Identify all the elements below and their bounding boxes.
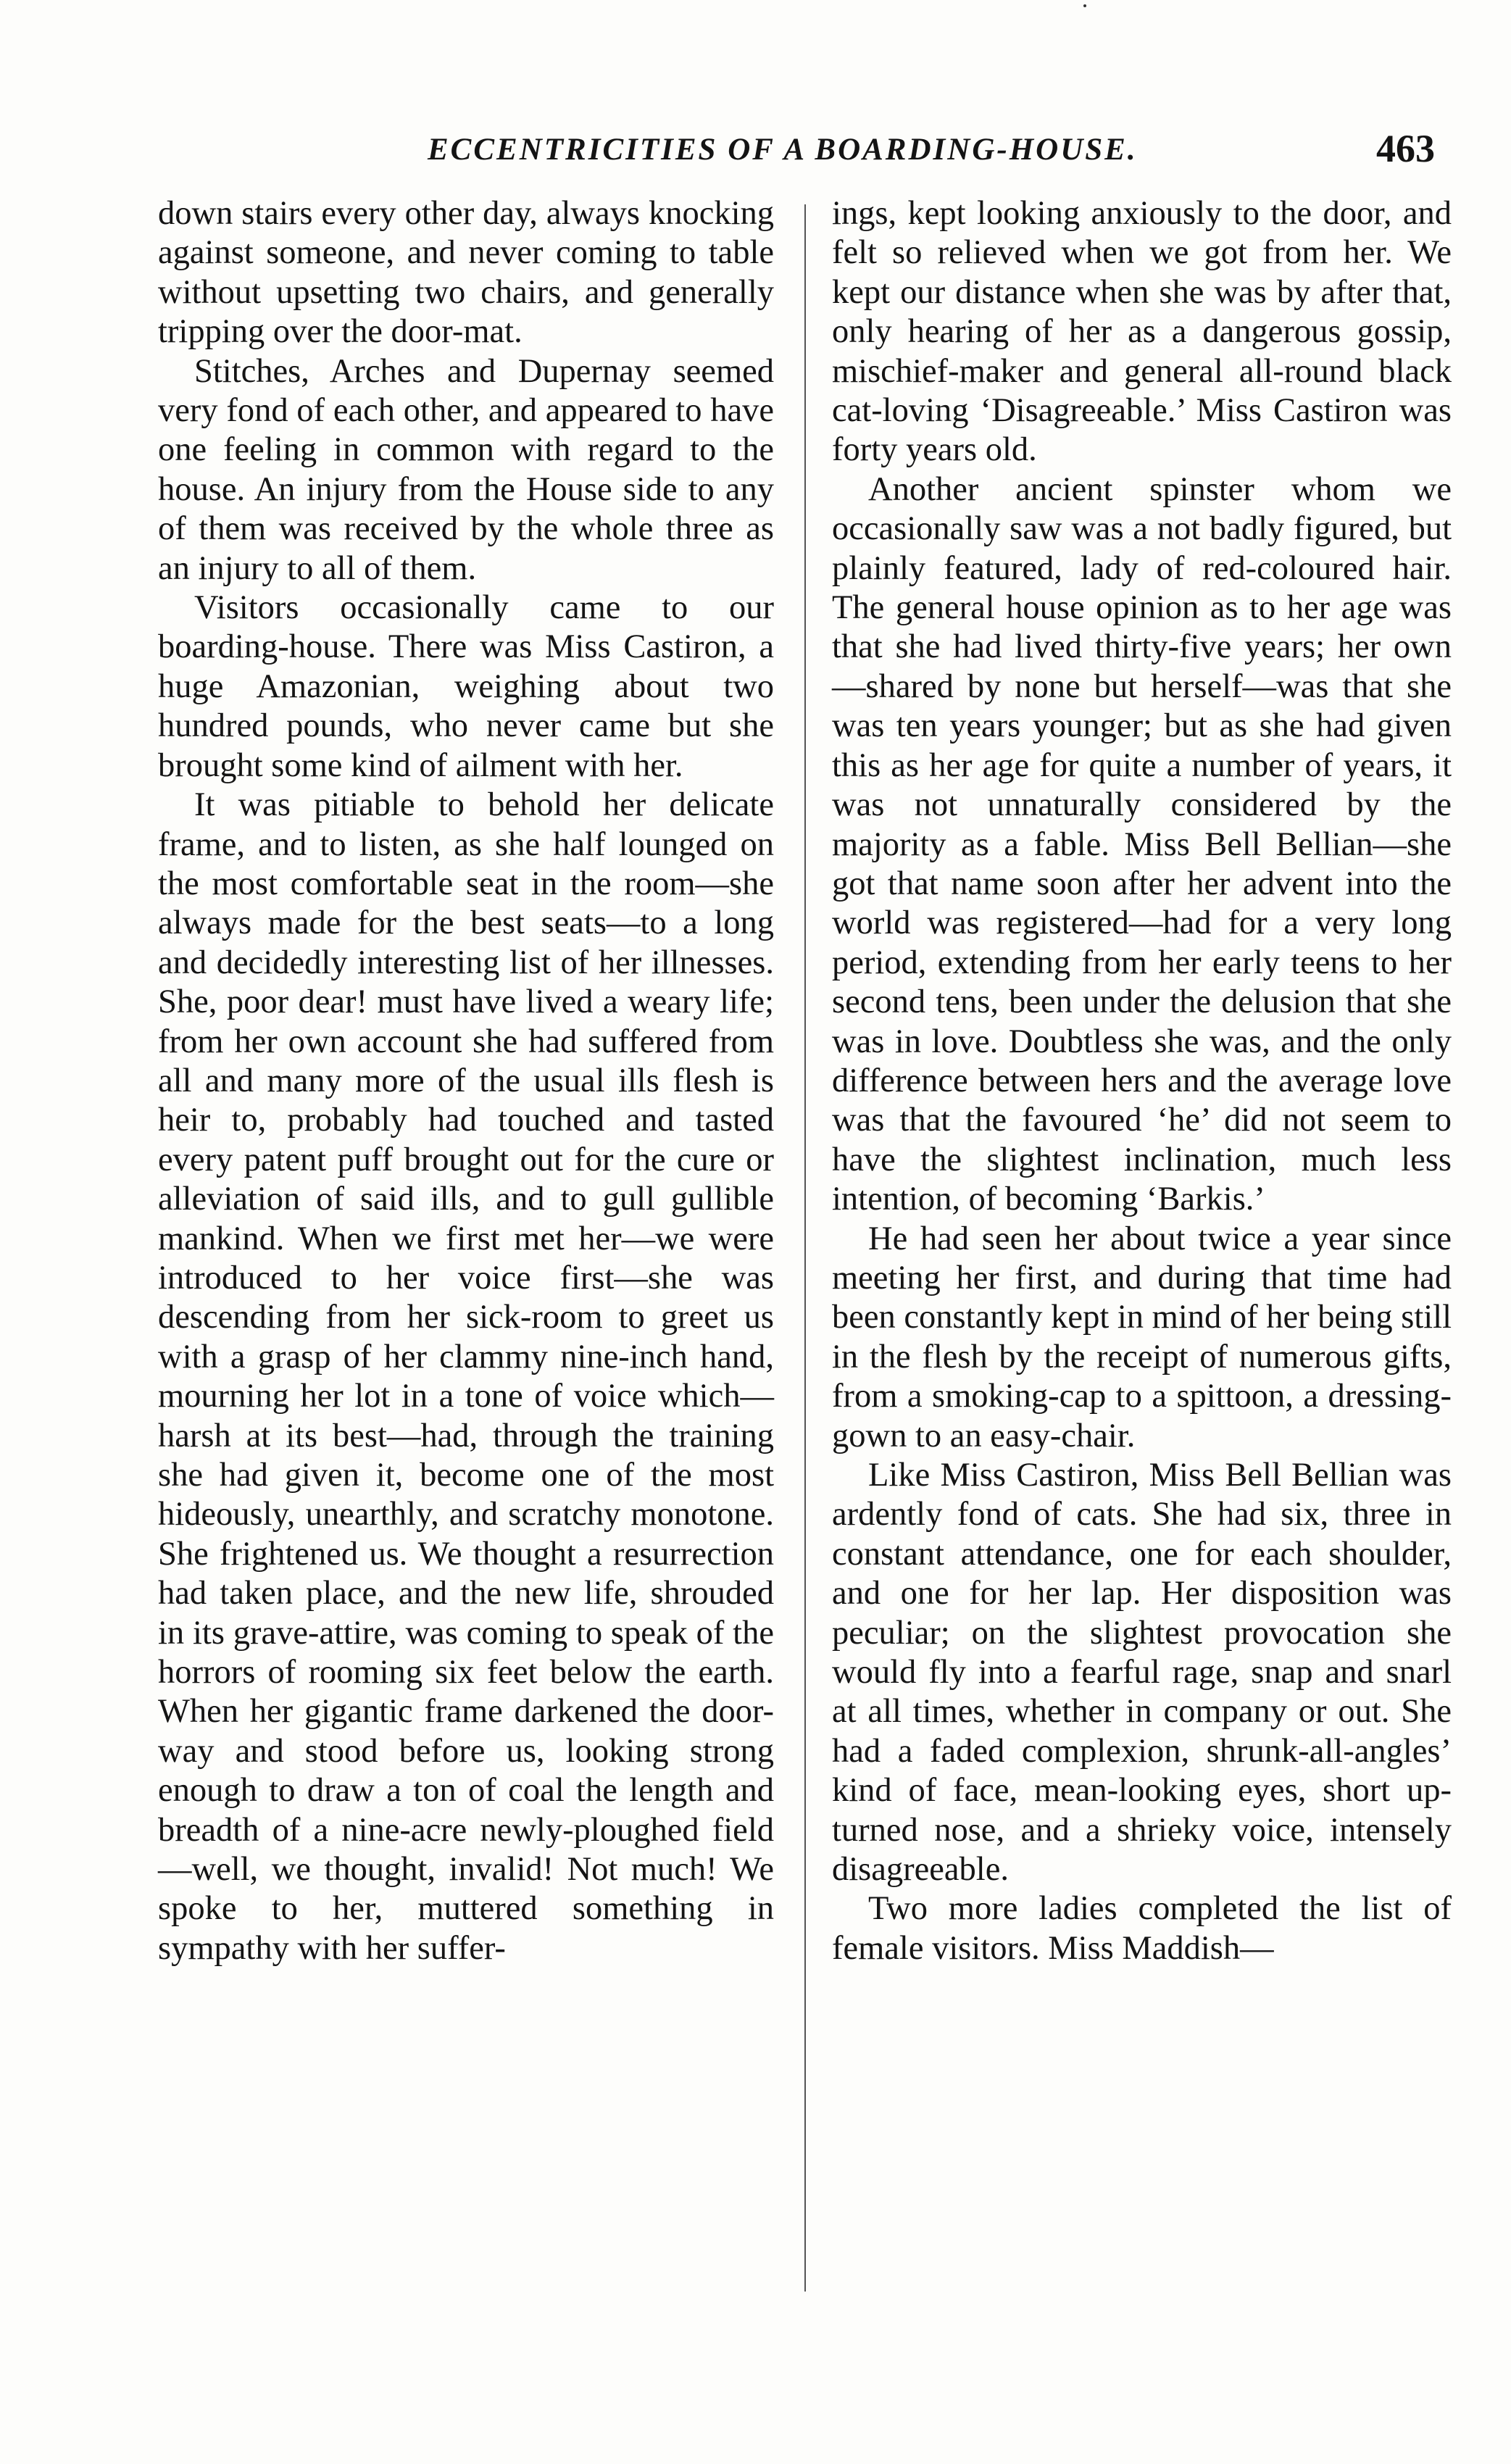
paragraph: He had seen her about twice a year since meeting her first, and during that time had been constantly kept in mind of her being still in the flesh by the receipt of numerous gifts, from a smoking-cap to a spittoon, a dressing-gown to an easy-chair.: [832, 1220, 1452, 1454]
paragraph: ings, kept looking anxiously to the door, and felt so relieved when we got from her. We kept our distance when she was by after that, only hearing of her as a dangerous gossip, mischief-maker and general all-round black cat-loving ‘Disagreeable.’ Miss Castiron was forty years old.: [832, 195, 1452, 469]
page-header: [406, 122, 1435, 180]
paragraph: Another ancient spinster whom we occasionally saw was a not badly figured, but plainly featured, lady of red-coloured hair. The general house opinion as to her age was that she had lived thirty-five years; her own—shared by none but herself—was that she was ten years younger; but as she had given this as her age for quite a number of years, it was not unnaturally considered by the majority as a fable. Miss Bell Bellian—she got that name soon after her advent into the world was registered—had for a very long period, extending from her early teens to her second tens, been under the delusion that she was in love. Doubtless she was, and the only difference between hers and the average love was that the favoured ‘he’ did not seem to have the slightest inclination, much less intention, of becoming ‘Barkis.’: [832, 470, 1452, 1218]
paragraph: down stairs every other day, always knocking against someone, and never coming to table without upsetting two chairs, and generally tripping over the door-mat.: [158, 195, 774, 351]
right-column: [832, 194, 1452, 1968]
paragraph: Visitors occasionally came to our boarding-house. There was Miss Castiron, a huge Amazonian, weighing about two hundred pounds, who never came but she brought some kind of ailment with her.: [158, 589, 774, 784]
paragraph: It was pitiable to behold her delicate frame, and to listen, as she half lounged on the most comfortable seat in the room—she always made for the best seats—to a long and decidedly interesting list of her illnesses. She, poor dear! must have lived a weary life; from her own account she had suffered from all and many more of the usual ills flesh is heir to, probably had touched and tasted every patent puff brought out for the cure or alleviation of said ills, and to gull gullible mankind. When we first met her—we were introduced to her voice first—she was descending from her sick-room to greet us with a grasp of her clammy nine-inch hand, mourning her lot in a tone of voice which—harsh at its best—had, through the training she had given it, become one of the most hideously, unearthly, and scratchy monotone. She frightened us. We thought a resurrection had taken place, and the new life, shrouded in its grave-attire, was coming to speak of the horrors of rooming six feet below the earth. When her gigantic frame darkened the door-way and stood before us, looking strong enough to draw a ton of coal the length and breadth of a nine-acre newly-ploughed field—well, we thought, invalid! Not much! We spoke to her, muttered something in sympathy with her suffer-: [158, 786, 774, 1967]
page-number: 463: [1376, 127, 1435, 170]
column-divider: [804, 204, 806, 2292]
running-head: ECCENTRICITIES OF A BOARDING-HOUSE.: [428, 133, 1138, 167]
left-column: [158, 194, 774, 1968]
paper-speck: [1083, 4, 1086, 7]
paragraph: Stitches, Arches and Dupernay seemed very fond of each other, and appeared to have one feeling in common with regard to the house. An injury from the House side to any of them was received by the whole three as an injury to all of them.: [158, 352, 774, 587]
paragraph: Two more ladies completed the list of female visitors. Miss Maddish—: [832, 1890, 1452, 1967]
paragraph: Like Miss Castiron, Miss Bell Bellian was ardently fond of cats. She had six, three in constant attendance, one for each shoulder, and one for her lap. Her disposition was peculiar; on the slightest provocation she would fly into a fearful rage, snap and snarl at all times, whether in company or out. She had a faded complexion, shrunk-all-angles’ kind of face, mean-looking eyes, short up-turned nose, and a shrieky voice, intensely disagreeable.: [832, 1457, 1452, 1889]
